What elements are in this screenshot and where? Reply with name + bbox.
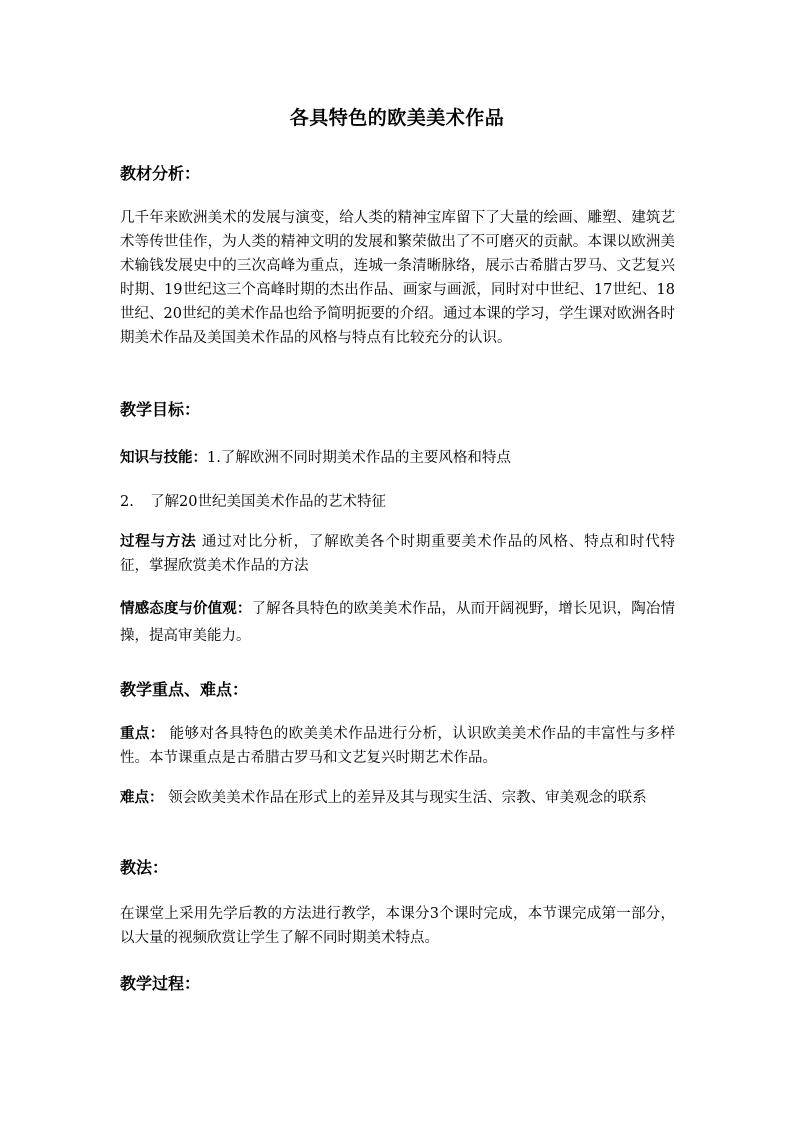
process-label: 过程与方法 (120, 533, 197, 550)
heading-goals: 教学目标： (120, 400, 201, 419)
knowledge-text: 1.了解欧洲不同时期美术作品的主要风格和特点 (207, 450, 511, 466)
key-label: 重点： (120, 725, 165, 742)
heading-keypoints: 教学重点、难点： (120, 680, 249, 699)
emotion-text: 了解各具特色的欧美美术作品，从而开阔视野，增长见识，陶冶情操，提高审美能力。 (120, 601, 676, 644)
goal-process (120, 530, 675, 578)
goal-item-2 (120, 490, 675, 514)
method-paragraph: 在课堂上采用先学后教的方法进行教学，本课分3个课时完成，本节课完成第一部分，以大量的视频欣赏让学生了解不同时期美术特点。 (120, 906, 675, 946)
key-point (120, 722, 675, 770)
goal-emotion (120, 595, 675, 650)
difficult-point (120, 786, 675, 810)
heading-method: 教法： (120, 858, 169, 877)
heading-analysis: 教材分析： (120, 164, 201, 183)
knowledge-label: 知识与技能： (120, 449, 207, 466)
process-text: 通过对比分析，了解欧美各个时期重要美术作品的风格、特点和时代特征，掌握欣赏美术作品的方法 (120, 534, 676, 574)
emotion-label: 情感态度与价值观： (120, 600, 252, 617)
difficult-label: 难点： (120, 789, 164, 806)
analysis-paragraph: 几千年来欧洲美术的发展与演变，给人类的精神宝库留下了大量的绘画、雕塑、建筑艺术等传世佳作，为人类的精神文明的发展和繁荣做出了不可磨灭的贡献。本课以欧洲美术输钱发展史中的三次高峰为重点，连城一条清晰脉络，展示古希腊古罗马、文艺复兴时期、19世纪这三个高峰时期的杰出作品、画家与画派，同时对中世纪、17世纪、18世纪、20世纪的美术作品也给予简明扼要的介绍。通过本课的学习，学生课对欧洲各时期美术作品及美国美术作品的风格与特点有比较充分的认识。 (120, 210, 675, 346)
item2-text: 了解20世纪美国美术作品的艺术特征 (150, 494, 386, 510)
document-title: 各具特色的欧美美术作品 (289, 107, 505, 129)
goal-knowledge (120, 446, 675, 470)
key-text: 能够对各具特色的欧美美术作品进行分析，认识欧美美术作品的丰富性与多样性。本节课重点是古希腊古罗马和文艺复兴时期艺术作品。 (120, 726, 676, 766)
difficult-text: 领会欧美美术作品在形式上的差异及其与现实生活、宗教、审美观念的联系 (163, 790, 647, 806)
item2-number: 2. (120, 494, 134, 510)
heading-process: 教学过程： (120, 974, 201, 993)
